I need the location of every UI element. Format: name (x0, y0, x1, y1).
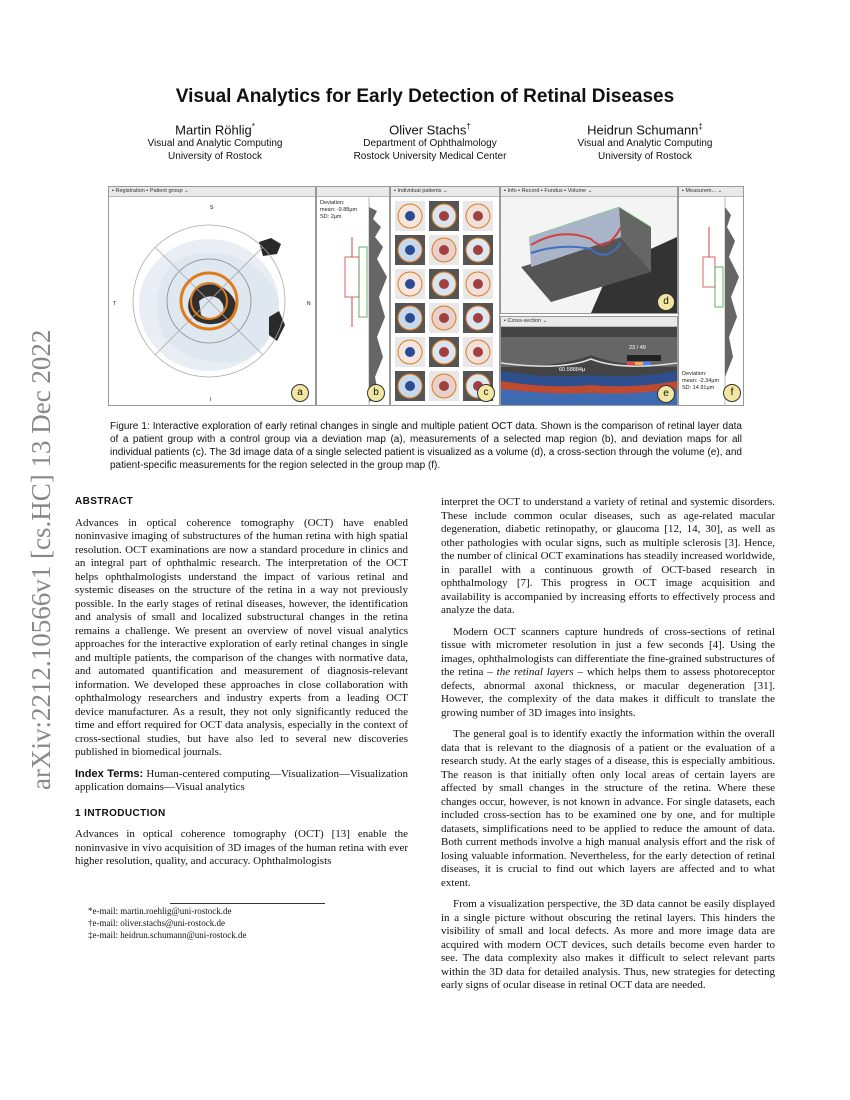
patient-map-center (473, 245, 483, 255)
patient-map-center (405, 313, 415, 323)
author-institution: Rostock University Medical Center (353, 151, 507, 163)
author-name: Oliver Stachs (389, 122, 467, 138)
compass-n: N (307, 301, 311, 307)
footnote-rule (170, 903, 325, 904)
author-name: Martin Röhlig (175, 122, 252, 138)
author-3 (540, 122, 750, 163)
deviation-sd: SD: 2µm (320, 214, 342, 220)
patient-map-center (405, 381, 415, 391)
measurement-histogram (317, 197, 389, 405)
panel-f-patient-measurements (678, 186, 744, 406)
panel-e-tabs[interactable]: ▪ Cross-section ⌄ (501, 317, 677, 327)
patient-map-center (439, 313, 449, 323)
author-2 (325, 122, 535, 163)
index-terms-text: Human-centered computing—Visualization—Visualization application domains—Visual analytics (75, 767, 409, 793)
author-mark: * (251, 122, 255, 131)
panel-f-tabs[interactable]: ▪ Measurem... ⌄ (679, 187, 743, 197)
label-c: c (477, 384, 495, 402)
author-institution: University of Rostock (598, 151, 692, 163)
compass-t: T (113, 301, 117, 307)
label-a: a (291, 384, 309, 402)
compass-i: I (210, 397, 212, 403)
author-affiliation: Department of Ophthalmology (363, 138, 497, 150)
deviation-label: Deviation: (320, 200, 345, 206)
footnotes (88, 905, 408, 941)
author-mark: † (466, 122, 471, 131)
arxiv-identifier-svg (12, 280, 62, 800)
author-affiliation: Visual and Analytic Computing (577, 138, 713, 150)
deviation-map-svg (109, 197, 315, 405)
patient-map-center (473, 313, 483, 323)
abstract-heading: ABSTRACT (75, 496, 134, 507)
cross-section-counter: 23 / 49 (629, 345, 646, 351)
author-1 (110, 122, 320, 163)
intro-text: Advances in optical coherence tomography (OCT) [13] enable the noninvasive in vivo acquisition of 3D images of the human retina with ever higher resolution, quality, and accuracy. Ophthalmologists (75, 828, 408, 867)
compass-s: S (210, 205, 214, 211)
footnote-2: †e-mail: oliver.stachs@uni-rostock.de (88, 918, 226, 928)
cross-section-value: 60.58884µ (559, 367, 586, 373)
deviation-mean: mean: -9.88µm (320, 207, 358, 213)
panel-d-tabs[interactable]: ▪ Info ▪ Record ▪ Fundus ▪ Volume ⌄ (501, 187, 677, 197)
label-e: e (657, 385, 675, 403)
label-d: d (657, 293, 675, 311)
body-paragraph-2 (441, 626, 775, 721)
p2-end: – which helps them to assess photoreceptor defects, abnormal axonal thickness, or macular degeneration [31]. However, the complexity of the data makes it difficult to translate the growing number of 3D images into insights. (441, 666, 775, 719)
p2-emphasis: the retinal layers (496, 666, 574, 678)
footnote-1: *e-mail: martin.roehlig@uni-rostock.de (88, 906, 232, 916)
arxiv-identifier (12, 280, 62, 800)
patient-map-center (405, 347, 415, 357)
patient-map-center (439, 381, 449, 391)
index-terms-label: Index Terms: (75, 767, 144, 780)
panel-a-deviation-map (108, 186, 316, 406)
footnote-3: ‡e-mail: heidrun.schumann@uni-rostock.de (88, 930, 247, 940)
patient-map-center (439, 245, 449, 255)
label-f: f (723, 384, 741, 402)
author-name: Heidrun Schumann (587, 122, 699, 138)
abstract-text: Advances in optical coherence tomography (OCT) have enabled noninvasive imaging of substructures of the human retina with high spatial resolution. OCT examinations are now a standard procedure in clinics and an integral part of ophthalmic research. The interpretation of the OCT helps ophthalmologists understand the impact of various retinal and systemic diseases on the structure of the retina in a way not previously possible. In the early stages of retinal diseases, however, the identification and analysis of small and localized substructural changes in the retina remains a challenge. We present an overview of novel visual analytics approaches for the interactive exploration of early retinal changes in single and multiple patients, the comparison of the changes with normative data, and automated quantification and measurement of diagnosis-relevant information. We developed these approaches in close collaboration with ophthalmology researchers and industry experts from a leading OCT device manufacturer. As a result, they not only significantly reduced the time and effort required for OCT data analysis, especially in the context of cross-sectional studies, but have also led to several new discoveries published in biomedical journals. (75, 516, 408, 758)
patient-map-center (439, 211, 449, 221)
panel-d-volume (500, 186, 678, 314)
volume-render (501, 197, 677, 313)
patient-map-center (405, 279, 415, 289)
patient-map-center (405, 245, 415, 255)
index-terms (75, 768, 408, 795)
f-deviation-label: Deviation: (682, 371, 707, 377)
author-mark: ‡ (698, 122, 703, 131)
patient-map-center (439, 347, 449, 357)
author-institution: University of Rostock (168, 151, 262, 163)
patient-map-center (405, 211, 415, 221)
figure-1 (108, 186, 744, 408)
panel-b-measurements (316, 186, 390, 406)
left-column (75, 495, 408, 877)
patient-map-grid (391, 197, 499, 405)
panel-e-cross-section (500, 316, 678, 406)
patient-map-center (473, 211, 483, 221)
f-deviation-sd: SD: 14.91µm (682, 385, 715, 391)
patient-map-center (473, 347, 483, 357)
f-deviation-mean: mean: -2.34µm (682, 378, 720, 384)
panel-a-tabs[interactable]: ▪ Registration ▪ Patient group ⌄ (109, 187, 315, 197)
patient-map-center (439, 279, 449, 289)
figure-caption: Figure 1: Interactive exploration of early retinal changes in single and multiple patient OCT data. Shown is the comparison of retinal layer data of a patient group with a control group via a deviation map (a), measurements of a selected map region (b), and deviation maps for all individual patients (c). The 3d image data of a single selected patient is visualized as a volume (d), a cross-section through the volume (e), and patient-specific measurements for the region selected in the group map (f). (110, 421, 742, 471)
intro-heading: 1 INTRODUCTION (75, 807, 166, 819)
body-paragraph-1: interpret the OCT to understand a variety of retinal and systemic disorders. These include common ocular diseases, such as age-related macular degeneration, diabetic retinopathy, or glaucoma [12, 14, 30], as well as other pathologies with ocular signs, such as multiple sclerosis [3]. Hence, the number of clinical OCT examinations has steadily increased worldwide, in parallel with a continuous growth of OCT-based research in ophthalmology [7]. This progress in OCT image acquisition and availability is accompanied by increasing efforts to effectively process and analyze the data. (441, 496, 775, 616)
paper-title: Visual Analytics for Early Detection of Retinal Diseases (175, 86, 675, 107)
p2-start: Modern OCT scanners capture hundreds of cross-sections of retinal tissue with micrometer resolution in just a few seconds [4]. Using the images, ophthalmologists can differentiate the fine-grained substructures of the retina – (441, 625, 775, 678)
cross-section-image (501, 327, 677, 405)
panel-c-tabs[interactable]: ▪ Individual patients ⌄ (391, 187, 499, 197)
label-b: b (367, 384, 385, 402)
body-paragraph-3: The general goal is to identify exactly the information within the overall data that is relevant to the diagnosis of a patient or the evaluation of a research study. At the early stages of a disease, this is especially ambitious. The reason is that initially often only local areas of certain layers are affected by small changes in the structure of the retina. Where these changes occur, however, is not known in advance. For single datasets, each included cross-section has to be examined one by one, and for multiple datasets, simplifications need to be applied to reduce the amount of data. Both current methods involve a high manual analysis effort and the risk of losing valuable information. Nevertheless, for the early detection of retinal diseases, it is crucial to find out which layers are affected and to what extent. (441, 728, 775, 889)
author-block (110, 122, 750, 163)
panel-c-individual-patients (390, 186, 500, 406)
right-column (441, 496, 775, 1001)
author-affiliation: Visual and Analytic Computing (147, 138, 283, 150)
panel-b-tabs[interactable] (317, 187, 389, 197)
arxiv-identifier-text: arXiv:2212.10566v1 [cs.HC] 13 Dec 2022 (26, 329, 56, 790)
patient-map-center (473, 279, 483, 289)
body-paragraph-4: From a visualization perspective, the 3D data cannot be easily displayed in a single picture without obscuring the retinal layers. This hinders the visibility of small and local defects. As more and more image data are acquired with modern OCT devices, such details become even harder to see. The data complexity also makes it difficult to select relevant parts within the 3D data for detailed analysis. Thus, new strategies for detecting early signs of ocular disease in retinal OCT data are needed. (441, 898, 775, 991)
